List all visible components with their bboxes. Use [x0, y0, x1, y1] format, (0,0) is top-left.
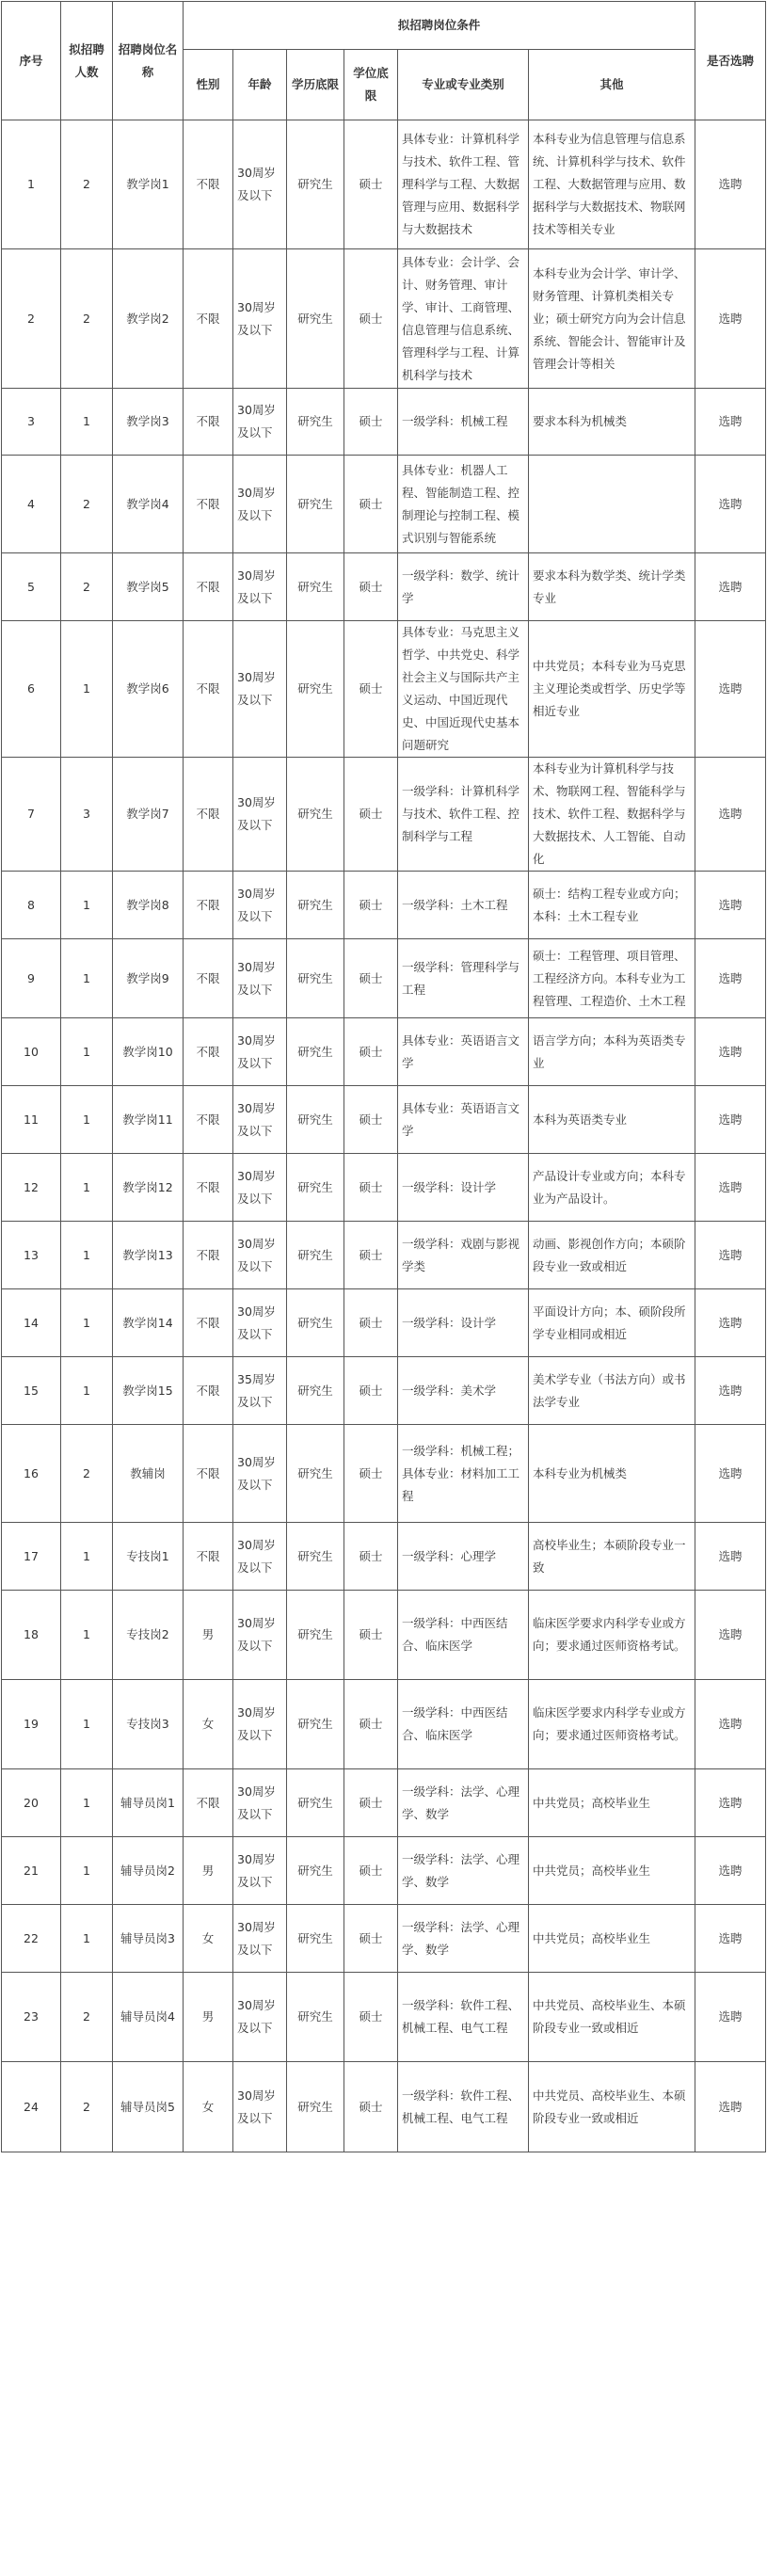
major-cell: 具体专业：英语语言文学 — [398, 1086, 529, 1154]
gender-cell: 不限 — [184, 1018, 233, 1086]
header-seq: 序号 — [2, 2, 61, 120]
other-cell: 本科专业为机械类 — [529, 1425, 695, 1523]
post-cell: 教学岗7 — [113, 758, 184, 872]
major-cell: 一级学科：机械工程 — [398, 389, 529, 456]
table-row — [2, 1591, 766, 1680]
gender-cell: 不限 — [184, 456, 233, 553]
count-cell: 2 — [61, 120, 113, 249]
age-cell: 30周岁及以下 — [233, 120, 287, 249]
education-cell: 研究生 — [287, 1289, 344, 1357]
post-cell: 教学岗2 — [113, 249, 184, 389]
degree-cell: 硕士 — [344, 1837, 398, 1905]
other-cell: 本科为英语类专业 — [529, 1086, 695, 1154]
count-cell: 1 — [61, 1222, 113, 1289]
count-cell: 1 — [61, 1591, 113, 1680]
table-row — [2, 1289, 766, 1357]
major-cell: 一级学科：设计学 — [398, 1289, 529, 1357]
post-cell: 专技岗2 — [113, 1591, 184, 1680]
degree-cell: 硕士 — [344, 1425, 398, 1523]
education-cell: 研究生 — [287, 939, 344, 1018]
count-cell: 1 — [61, 1154, 113, 1222]
gender-cell: 男 — [184, 1591, 233, 1680]
table-row — [2, 1357, 766, 1425]
table-row — [2, 553, 766, 621]
other-cell: 产品设计专业或方向；本科专业为产品设计。 — [529, 1154, 695, 1222]
seq-cell: 6 — [2, 621, 61, 758]
other-cell: 平面设计方向；本、硕阶段所学专业相同或相近 — [529, 1289, 695, 1357]
post-cell: 辅导员岗2 — [113, 1837, 184, 1905]
table-row — [2, 872, 766, 939]
education-cell: 研究生 — [287, 553, 344, 621]
count-cell: 1 — [61, 1837, 113, 1905]
count-cell: 2 — [61, 456, 113, 553]
post-cell: 专技岗3 — [113, 1680, 184, 1769]
education-cell: 研究生 — [287, 1222, 344, 1289]
seq-cell: 4 — [2, 456, 61, 553]
seq-cell: 1 — [2, 120, 61, 249]
table-row — [2, 1425, 766, 1523]
age-cell: 30周岁及以下 — [233, 249, 287, 389]
degree-cell: 硕士 — [344, 621, 398, 758]
other-cell: 中共党员、高校毕业生、本硕阶段专业一致或相近 — [529, 2062, 695, 2152]
post-cell: 教学岗4 — [113, 456, 184, 553]
education-cell: 研究生 — [287, 249, 344, 389]
degree-cell: 硕士 — [344, 1086, 398, 1154]
post-cell: 专技岗1 — [113, 1523, 184, 1591]
selection-cell: 选聘 — [695, 1591, 766, 1680]
selection-cell: 选聘 — [695, 1837, 766, 1905]
gender-cell: 不限 — [184, 1222, 233, 1289]
count-cell: 2 — [61, 1425, 113, 1523]
header-major: 专业或专业类别 — [398, 50, 529, 120]
count-cell: 1 — [61, 1769, 113, 1837]
degree-cell: 硕士 — [344, 758, 398, 872]
degree-cell: 硕士 — [344, 1018, 398, 1086]
other-cell: 本科专业为计算机科学与技术、物联网工程、智能科学与技术、软件工程、数据科学与大数据技术、人工智能、自动化 — [529, 758, 695, 872]
seq-cell: 19 — [2, 1680, 61, 1769]
post-cell: 辅导员岗3 — [113, 1905, 184, 1973]
education-cell: 研究生 — [287, 2062, 344, 2152]
gender-cell: 不限 — [184, 621, 233, 758]
table-row — [2, 2062, 766, 2152]
education-cell: 研究生 — [287, 1591, 344, 1680]
table-row — [2, 1222, 766, 1289]
seq-cell: 14 — [2, 1289, 61, 1357]
table-row — [2, 456, 766, 553]
other-cell: 美术学专业（书法方向）或书法学专业 — [529, 1357, 695, 1425]
gender-cell: 不限 — [184, 553, 233, 621]
post-cell: 教学岗10 — [113, 1018, 184, 1086]
seq-cell: 10 — [2, 1018, 61, 1086]
gender-cell: 不限 — [184, 872, 233, 939]
major-cell: 一级学科：法学、心理学、数学 — [398, 1769, 529, 1837]
age-cell: 30周岁及以下 — [233, 758, 287, 872]
selection-cell: 选聘 — [695, 872, 766, 939]
post-cell: 教学岗12 — [113, 1154, 184, 1222]
selection-cell: 选聘 — [695, 1154, 766, 1222]
count-cell: 1 — [61, 939, 113, 1018]
degree-cell: 硕士 — [344, 1973, 398, 2062]
table-row — [2, 939, 766, 1018]
other-cell: 要求本科为机械类 — [529, 389, 695, 456]
table-row — [2, 1680, 766, 1769]
other-cell: 中共党员、高校毕业生、本硕阶段专业一致或相近 — [529, 1973, 695, 2062]
seq-cell: 21 — [2, 1837, 61, 1905]
count-cell: 2 — [61, 2062, 113, 2152]
education-cell: 研究生 — [287, 872, 344, 939]
age-cell: 30周岁及以下 — [233, 1154, 287, 1222]
post-cell: 教学岗6 — [113, 621, 184, 758]
selection-cell: 选聘 — [695, 1357, 766, 1425]
gender-cell: 不限 — [184, 1154, 233, 1222]
table-body — [2, 120, 766, 2152]
selection-cell: 选聘 — [695, 1905, 766, 1973]
selection-cell: 选聘 — [695, 456, 766, 553]
education-cell: 研究生 — [287, 621, 344, 758]
seq-cell: 2 — [2, 249, 61, 389]
count-cell: 1 — [61, 1905, 113, 1973]
age-cell: 30周岁及以下 — [233, 1837, 287, 1905]
table-row — [2, 1018, 766, 1086]
other-cell: 本科专业为会计学、审计学、财务管理、计算机类相关专业；硕士研究方向为会计信息系统、智能会计、智能审计及管理会计等相关 — [529, 249, 695, 389]
education-cell: 研究生 — [287, 1680, 344, 1769]
selection-cell: 选聘 — [695, 1680, 766, 1769]
count-cell: 1 — [61, 621, 113, 758]
degree-cell: 硕士 — [344, 1154, 398, 1222]
count-cell: 3 — [61, 758, 113, 872]
degree-cell: 硕士 — [344, 249, 398, 389]
major-cell: 一级学科：中西医结合、临床医学 — [398, 1591, 529, 1680]
other-cell: 要求本科为数学类、统计学类专业 — [529, 553, 695, 621]
count-cell: 1 — [61, 1289, 113, 1357]
count-cell: 1 — [61, 1086, 113, 1154]
age-cell: 30周岁及以下 — [233, 553, 287, 621]
post-cell: 教辅岗 — [113, 1425, 184, 1523]
age-cell: 30周岁及以下 — [233, 1523, 287, 1591]
count-cell: 2 — [61, 553, 113, 621]
education-cell: 研究生 — [287, 1769, 344, 1837]
gender-cell: 不限 — [184, 1523, 233, 1591]
other-cell: 动画、影视创作方向；本硕阶段专业一致或相近 — [529, 1222, 695, 1289]
degree-cell: 硕士 — [344, 1591, 398, 1680]
age-cell: 30周岁及以下 — [233, 1973, 287, 2062]
table-row — [2, 621, 766, 758]
count-cell: 1 — [61, 1018, 113, 1086]
selection-cell: 选聘 — [695, 1973, 766, 2062]
education-cell: 研究生 — [287, 1154, 344, 1222]
selection-cell: 选聘 — [695, 1289, 766, 1357]
degree-cell: 硕士 — [344, 1905, 398, 1973]
degree-cell: 硕士 — [344, 939, 398, 1018]
post-cell: 辅导员岗5 — [113, 2062, 184, 2152]
degree-cell: 硕士 — [344, 456, 398, 553]
age-cell: 30周岁及以下 — [233, 1086, 287, 1154]
major-cell: 一级学科：土木工程 — [398, 872, 529, 939]
degree-cell: 硕士 — [344, 1769, 398, 1837]
seq-cell: 22 — [2, 1905, 61, 1973]
selection-cell: 选聘 — [695, 249, 766, 389]
degree-cell: 硕士 — [344, 553, 398, 621]
header-other: 其他 — [529, 50, 695, 120]
major-cell: 一级学科：设计学 — [398, 1154, 529, 1222]
seq-cell: 17 — [2, 1523, 61, 1591]
post-cell: 辅导员岗1 — [113, 1769, 184, 1837]
gender-cell: 男 — [184, 1973, 233, 2062]
gender-cell: 不限 — [184, 758, 233, 872]
selection-cell: 选聘 — [695, 1222, 766, 1289]
age-cell: 35周岁及以下 — [233, 1357, 287, 1425]
selection-cell: 选聘 — [695, 553, 766, 621]
education-cell: 研究生 — [287, 1905, 344, 1973]
table-row — [2, 1837, 766, 1905]
post-cell: 教学岗14 — [113, 1289, 184, 1357]
age-cell: 30周岁及以下 — [233, 621, 287, 758]
count-cell: 1 — [61, 1680, 113, 1769]
education-cell: 研究生 — [287, 456, 344, 553]
gender-cell: 男 — [184, 1837, 233, 1905]
other-cell: 中共党员；本科专业为马克思主义理论类或哲学、历史学等相近专业 — [529, 621, 695, 758]
education-cell: 研究生 — [287, 1523, 344, 1591]
other-cell: 硕士：结构工程专业或方向；本科：土木工程专业 — [529, 872, 695, 939]
table-row — [2, 120, 766, 249]
major-cell: 一级学科：心理学 — [398, 1523, 529, 1591]
degree-cell: 硕士 — [344, 1222, 398, 1289]
education-cell: 研究生 — [287, 389, 344, 456]
post-cell: 教学岗1 — [113, 120, 184, 249]
gender-cell: 女 — [184, 2062, 233, 2152]
selection-cell: 选聘 — [695, 1018, 766, 1086]
count-cell: 2 — [61, 1973, 113, 2062]
seq-cell: 12 — [2, 1154, 61, 1222]
seq-cell: 23 — [2, 1973, 61, 2062]
other-cell: 临床医学要求内科学专业或方向；要求通过医师资格考试。 — [529, 1680, 695, 1769]
selection-cell: 选聘 — [695, 389, 766, 456]
selection-cell: 选聘 — [695, 939, 766, 1018]
age-cell: 30周岁及以下 — [233, 1591, 287, 1680]
degree-cell: 硕士 — [344, 1357, 398, 1425]
other-cell — [529, 456, 695, 553]
table-row — [2, 1086, 766, 1154]
gender-cell: 不限 — [184, 1357, 233, 1425]
gender-cell: 不限 — [184, 1086, 233, 1154]
table-row — [2, 1905, 766, 1973]
age-cell: 30周岁及以下 — [233, 1425, 287, 1523]
degree-cell: 硕士 — [344, 120, 398, 249]
education-cell: 研究生 — [287, 1018, 344, 1086]
age-cell: 30周岁及以下 — [233, 1680, 287, 1769]
selection-cell: 选聘 — [695, 1086, 766, 1154]
major-cell: 具体专业：马克思主义哲学、中共党史、科学社会主义与国际共产主义运动、中国近现代史、中国近现代史基本问题研究 — [398, 621, 529, 758]
other-cell: 本科专业为信息管理与信息系统、计算机科学与技术、软件工程、大数据管理与应用、数据科学与大数据技术、物联网技术等相关专业 — [529, 120, 695, 249]
degree-cell: 硕士 — [344, 1289, 398, 1357]
degree-cell: 硕士 — [344, 2062, 398, 2152]
post-cell: 教学岗5 — [113, 553, 184, 621]
major-cell: 具体专业：英语语言文学 — [398, 1018, 529, 1086]
major-cell: 一级学科：法学、心理学、数学 — [398, 1837, 529, 1905]
other-cell: 中共党员；高校毕业生 — [529, 1837, 695, 1905]
major-cell: 一级学科：法学、心理学、数学 — [398, 1905, 529, 1973]
seq-cell: 18 — [2, 1591, 61, 1680]
table-row — [2, 758, 766, 872]
gender-cell: 女 — [184, 1680, 233, 1769]
header-conditions: 拟招聘岗位条件 — [184, 2, 695, 50]
count-cell: 2 — [61, 249, 113, 389]
major-cell: 一级学科：计算机科学与技术、软件工程、控制科学与工程 — [398, 758, 529, 872]
table-row — [2, 1973, 766, 2062]
header-post: 招聘岗位名称 — [113, 2, 184, 120]
age-cell: 30周岁及以下 — [233, 1018, 287, 1086]
seq-cell: 11 — [2, 1086, 61, 1154]
seq-cell: 9 — [2, 939, 61, 1018]
post-cell: 辅导员岗4 — [113, 1973, 184, 2062]
table-row — [2, 1769, 766, 1837]
other-cell: 语言学方向；本科为英语类专业 — [529, 1018, 695, 1086]
age-cell: 30周岁及以下 — [233, 939, 287, 1018]
selection-cell: 选聘 — [695, 1523, 766, 1591]
major-cell: 一级学科：美术学 — [398, 1357, 529, 1425]
post-cell: 教学岗8 — [113, 872, 184, 939]
education-cell: 研究生 — [287, 1357, 344, 1425]
recruitment-table — [1, 1, 766, 2152]
major-cell: 一级学科：软件工程、机械工程、电气工程 — [398, 1973, 529, 2062]
seq-cell: 16 — [2, 1425, 61, 1523]
seq-cell: 5 — [2, 553, 61, 621]
seq-cell: 8 — [2, 872, 61, 939]
selection-cell: 选聘 — [695, 1425, 766, 1523]
other-cell: 硕士：工程管理、项目管理、工程经济方向。本科专业为工程管理、工程造价、土木工程 — [529, 939, 695, 1018]
header-education: 学历底限 — [287, 50, 344, 120]
table-row — [2, 1154, 766, 1222]
gender-cell: 不限 — [184, 120, 233, 249]
education-cell: 研究生 — [287, 120, 344, 249]
gender-cell: 女 — [184, 1905, 233, 1973]
selection-cell: 选聘 — [695, 120, 766, 249]
gender-cell: 不限 — [184, 249, 233, 389]
gender-cell: 不限 — [184, 1425, 233, 1523]
education-cell: 研究生 — [287, 1086, 344, 1154]
other-cell: 高校毕业生；本硕阶段专业一致 — [529, 1523, 695, 1591]
header-selection: 是否选聘 — [695, 2, 766, 120]
major-cell: 一级学科：戏剧与影视学类 — [398, 1222, 529, 1289]
major-cell: 一级学科：机械工程；具体专业：材料加工工程 — [398, 1425, 529, 1523]
gender-cell: 不限 — [184, 939, 233, 1018]
major-cell: 一级学科：中西医结合、临床医学 — [398, 1680, 529, 1769]
other-cell: 中共党员；高校毕业生 — [529, 1769, 695, 1837]
age-cell: 30周岁及以下 — [233, 2062, 287, 2152]
seq-cell: 7 — [2, 758, 61, 872]
degree-cell: 硕士 — [344, 389, 398, 456]
table-row — [2, 249, 766, 389]
selection-cell: 选聘 — [695, 1769, 766, 1837]
post-cell: 教学岗11 — [113, 1086, 184, 1154]
age-cell: 30周岁及以下 — [233, 1905, 287, 1973]
degree-cell: 硕士 — [344, 872, 398, 939]
count-cell: 1 — [61, 872, 113, 939]
header-degree: 学位底限 — [344, 50, 398, 120]
degree-cell: 硕士 — [344, 1680, 398, 1769]
post-cell: 教学岗9 — [113, 939, 184, 1018]
age-cell: 30周岁及以下 — [233, 1769, 287, 1837]
major-cell: 一级学科：数学、统计学 — [398, 553, 529, 621]
selection-cell: 选聘 — [695, 2062, 766, 2152]
seq-cell: 24 — [2, 2062, 61, 2152]
selection-cell: 选聘 — [695, 621, 766, 758]
post-cell: 教学岗13 — [113, 1222, 184, 1289]
education-cell: 研究生 — [287, 1973, 344, 2062]
count-cell: 1 — [61, 1523, 113, 1591]
table-row — [2, 1523, 766, 1591]
age-cell: 30周岁及以下 — [233, 1222, 287, 1289]
degree-cell: 硕士 — [344, 1523, 398, 1591]
major-cell: 一级学科：管理科学与工程 — [398, 939, 529, 1018]
other-cell: 临床医学要求内科学专业或方向；要求通过医师资格考试。 — [529, 1591, 695, 1680]
major-cell: 一级学科：软件工程、机械工程、电气工程 — [398, 2062, 529, 2152]
gender-cell: 不限 — [184, 389, 233, 456]
education-cell: 研究生 — [287, 758, 344, 872]
major-cell: 具体专业：会计学、会计、财务管理、审计学、审计、工商管理、信息管理与信息系统、管理科学与工程、计算机科学与技术 — [398, 249, 529, 389]
gender-cell: 不限 — [184, 1289, 233, 1357]
major-cell: 具体专业：机器人工程、智能制造工程、控制理论与控制工程、模式识别与智能系统 — [398, 456, 529, 553]
post-cell: 教学岗3 — [113, 389, 184, 456]
seq-cell: 13 — [2, 1222, 61, 1289]
age-cell: 30周岁及以下 — [233, 1289, 287, 1357]
count-cell: 1 — [61, 1357, 113, 1425]
major-cell: 具体专业：计算机科学与技术、软件工程、管理科学与工程、大数据管理与应用、数据科学与大数据技术 — [398, 120, 529, 249]
age-cell: 30周岁及以下 — [233, 456, 287, 553]
seq-cell: 15 — [2, 1357, 61, 1425]
header-gender: 性别 — [184, 50, 233, 120]
post-cell: 教学岗15 — [113, 1357, 184, 1425]
table-row — [2, 389, 766, 456]
education-cell: 研究生 — [287, 1425, 344, 1523]
header-count: 拟招聘人数 — [61, 2, 113, 120]
education-cell: 研究生 — [287, 1837, 344, 1905]
seq-cell: 3 — [2, 389, 61, 456]
seq-cell: 20 — [2, 1769, 61, 1837]
count-cell: 1 — [61, 389, 113, 456]
gender-cell: 不限 — [184, 1769, 233, 1837]
age-cell: 30周岁及以下 — [233, 389, 287, 456]
header-age: 年龄 — [233, 50, 287, 120]
selection-cell: 选聘 — [695, 758, 766, 872]
other-cell: 中共党员；高校毕业生 — [529, 1905, 695, 1973]
age-cell: 30周岁及以下 — [233, 872, 287, 939]
